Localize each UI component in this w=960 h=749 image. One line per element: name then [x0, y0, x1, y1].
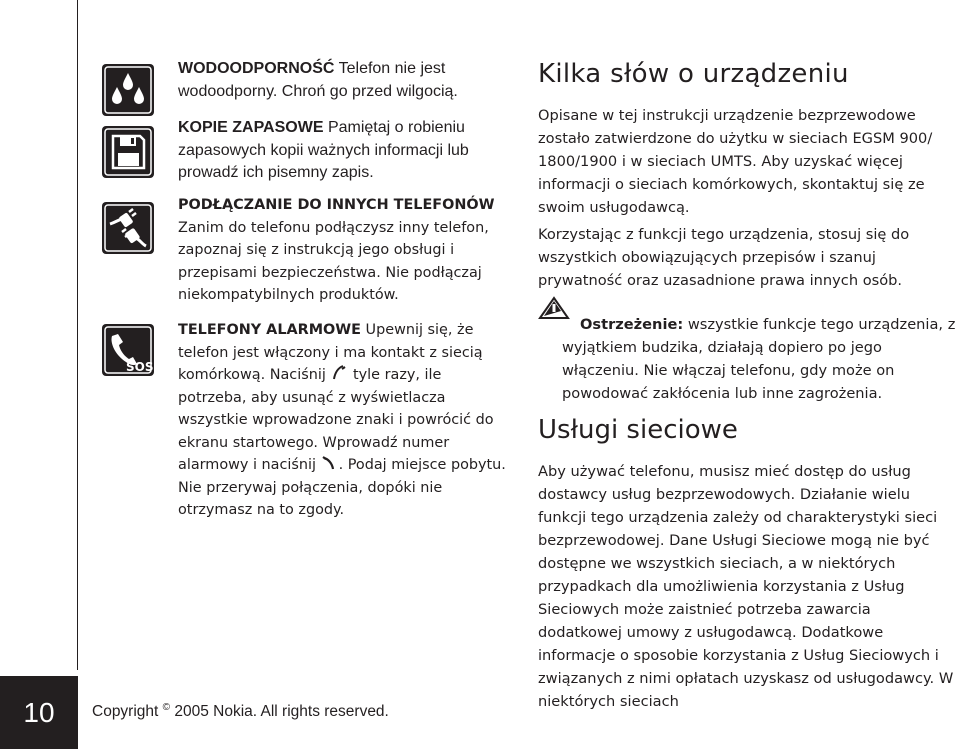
network-para — [538, 460, 958, 713]
emergency-section — [178, 319, 510, 522]
backup-title: KOPIE ZAPASOWE — [178, 119, 324, 136]
water-resistance-section — [178, 58, 510, 103]
emergency-body-1: Upewnij się, że telefon jest włączony i ma kontakt z siecią komórkową. Naciśnij — [178, 322, 483, 383]
call-key-icon — [321, 455, 339, 471]
sos-phone-icon — [102, 324, 154, 376]
emergency-body-2: tyle razy, ile potrzeba, aby usunąć z wyświetlacza wszystkie wprowadzone znaki i powrócić do ekranu startowego. Wprowadź numer alarmowy i naciśnij — [178, 367, 494, 473]
emergency-body-3: . Podaj miejsce pobytu. Nie przerywaj połączenia, dopóki nie otrzymasz na to zgody. — [178, 457, 506, 518]
emergency-title: TELEFONY ALARMOWE — [178, 322, 361, 338]
copyright-rest: 2005 Nokia. All rights reserved. — [170, 703, 389, 721]
connect-body: Zanim do telefonu podłączysz inny telefon, zapoznaj się z instrukcją jego obsługi i przepisami bezpieczeństwa. Nie podłączaj niekompatybilnych produktów. — [178, 219, 489, 303]
about-para-2-text: Korzystając z funkcji tego urządzenia, stosuj się do wszystkich obowiązujących przepisów i szanuj prywatność oraz uzasadnione prawa innych osób. — [538, 226, 910, 289]
margin-bar — [0, 0, 78, 749]
copyright-symbol: © — [162, 702, 171, 713]
connect-section — [178, 194, 510, 307]
about-para-1-text: Opisane w tej instrukcji urządzenie bezprzewodowe zostało zatwierdzone do użytku w sieciach EGSM 900/ 1800/1900 i w sieciach UMTS. Aby uzyskać więcej informacji o sieciach komórkowych, skontaktuj się ze swoim usługodawcą. — [538, 107, 933, 216]
about-para-2 — [538, 223, 958, 292]
clear-key-icon — [330, 365, 348, 381]
warning-label: Ostrzeżenie: — [580, 315, 684, 333]
water-resistance-title: WODOODPORNOŚĆ — [178, 60, 335, 77]
svg-text:SOS: SOS — [126, 360, 154, 374]
floppy-disk-icon — [102, 126, 154, 178]
backup-section — [178, 117, 510, 185]
margin-rule — [77, 0, 78, 670]
page-number: 10 — [0, 676, 78, 749]
connect-title: PODŁĄCZANIE DO INNYCH TELEFONÓW — [178, 197, 495, 213]
warning-body: wszystkie funkcje tego urządzenia, z wyjątkiem budzika, działają dopiero po jego włączeniu. Nie włączaj telefonu, gdy może on powodować zakłócenia lub inne zagrożenia. — [562, 315, 956, 402]
copyright-footer — [92, 702, 389, 721]
network-para-text: Aby używać telefonu, musisz mieć dostęp do usług dostawcy usług bezprzewodowych. Działanie wielu funkcji tego urządzenia zależy od charakterystyki sieci bezprzewodowej. Dane Usługi Sieciowe mogą nie być dostępne we wszystkich sieciach, a w niektórych przypadkach dla umożliwienia korzystania z Usług Sieciowych może zaistnieć potrzeba zawarcia dodatkowej umowy z usługodawcą. Dodatkowe informacje o sposobie korzystania z Usług Sieciowych i związanych z nimi opłatach uzyskasz od usługodawcy. W niektórych sieciach — [538, 463, 954, 710]
water-resistance-body: Telefon nie jest wodoodporny. Chroń go przed wilgocią. — [178, 60, 458, 100]
warning-note — [562, 298, 958, 419]
backup-body: Pamiętaj o robieniu zapasowych kopii ważnych informacji lub prowadź ich pisemny zapis. — [178, 119, 469, 181]
heading-about-device: Kilka słów o urządzeniu — [538, 59, 849, 89]
about-para-1 — [538, 104, 958, 219]
water-drops-icon — [102, 64, 154, 116]
heading-network-services: Usługi sieciowe — [538, 415, 738, 445]
plug-icon — [102, 202, 154, 254]
copyright-label: Copyright — [92, 703, 159, 721]
